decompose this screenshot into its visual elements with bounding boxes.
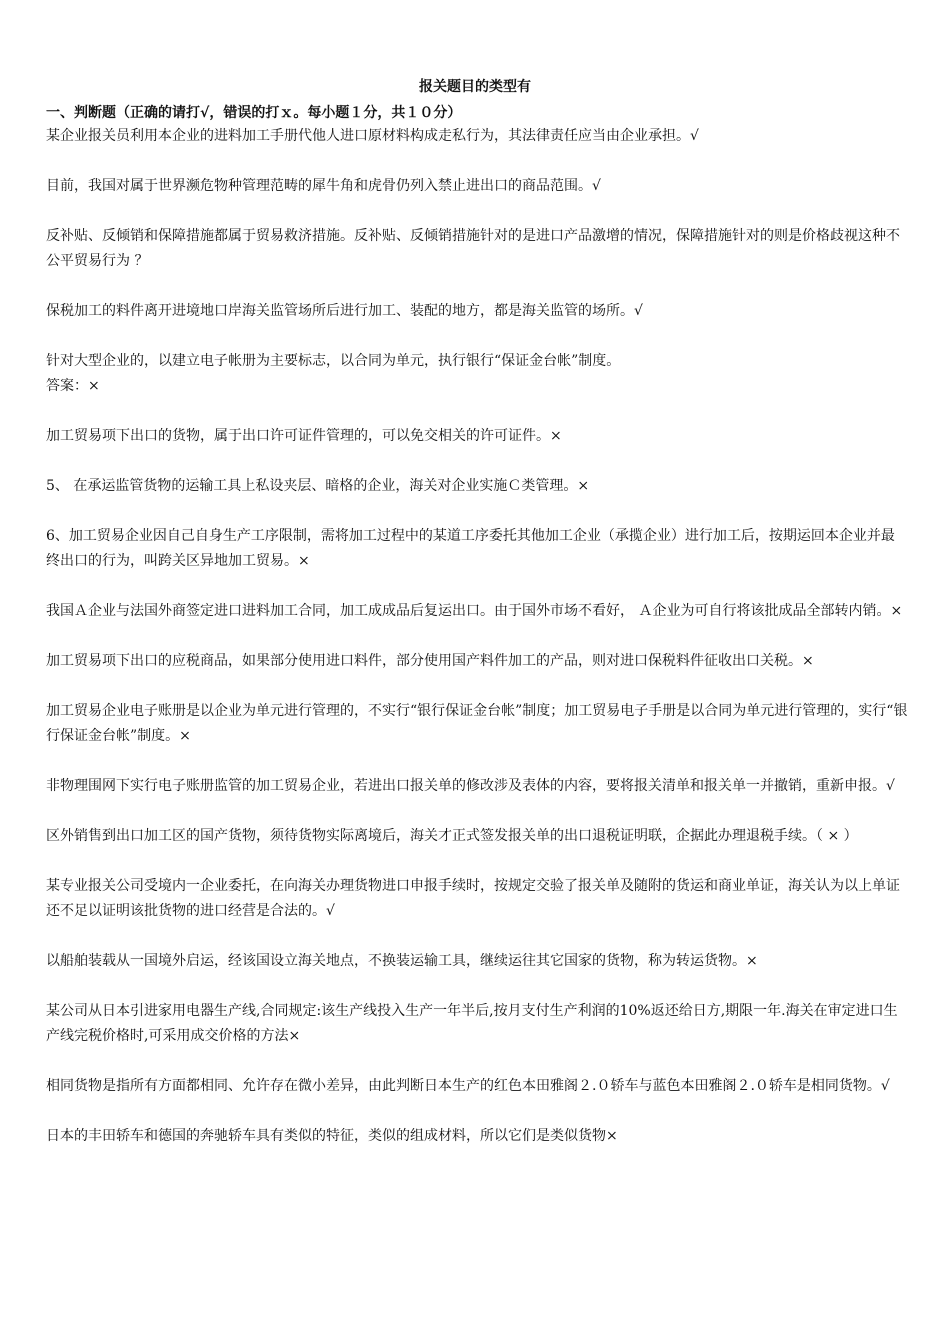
question-item (46, 1124, 908, 1149)
question-item (46, 349, 908, 399)
question-item (46, 174, 908, 199)
question-text: 6、加工贸易企业因自己自身生产工序限制，需将加工过程中的某道工序委托其他加工企业（承揽企业）进行加工后，按期运回本企业并最终出口的行为，叫跨关区异地加工贸易。× (46, 528, 895, 569)
question-item (46, 699, 908, 749)
question-item (46, 224, 908, 274)
question-text: 加工贸易企业电子账册是以企业为单元进行管理的，不实行“银行保证金台帐”制度；加工贸易电子手册是以合同为单元进行管理的，实行“银行保证金台帐”制度。× (46, 703, 908, 744)
section-heading: 一、判断题（正确的请打√，错误的打ｘ。每小题１分，共１０分） (46, 105, 462, 121)
question-text: 相同货物是指所有方面都相同、允许存在微小差异，由此判断日本生产的红色本田雅阁２.０轿车与蓝色本田雅阁２.０轿车是相同货物。√ (46, 1078, 890, 1094)
question-text: 针对大型企业的，以建立电子帐册为主要标志，以合同为单元，执行银行“保证金台帐”制度。 (46, 353, 621, 369)
question-item (46, 599, 908, 624)
question-text: 反补贴、反倾销和保障措施都属于贸易救济措施。反补贴、反倾销措施针对的是进口产品激增的情况，保障措施针对的则是价格歧视这种不公平贸易行为 ？ (46, 228, 900, 269)
question-item (46, 474, 908, 499)
question-list (46, 124, 908, 1174)
question-text: 我国Ａ企业与法国外商签定进口进料加工合同，加工成成品后复运出口。由于国外市场不看好， Ａ企业为可自行将该批成品全部转内销。× (46, 603, 903, 619)
answer-text: 答案：× (46, 378, 100, 394)
question-item (46, 1074, 908, 1099)
question-text: 某公司从日本引进家用电器生产线,合同规定:该生产线投入生产一年半后,按月支付生产利润的10%返还给日方,期限一年.海关在审定进口生产线完税价格时,可采用成交价格的方法× (46, 1003, 898, 1044)
question-text: 日本的丰田轿车和德国的奔驰轿车具有类似的特征，类似的组成材料，所以它们是类似货物× (46, 1128, 618, 1144)
question-item (46, 524, 908, 574)
question-text: 非物理围网下实行电子账册监管的加工贸易企业，若进出口报关单的修改涉及表体的内容，要将报关清单和报关单一并撤销，重新申报。√ (46, 778, 895, 794)
question-text: 5、 在承运监管货物的运输工具上私设夹层、暗格的企业，海关对企业实施Ｃ类管理。× (46, 478, 590, 494)
question-item (46, 949, 908, 974)
question-text: 某企业报关员利用本企业的进料加工手册代他人进口原材料构成走私行为，其法律责任应当由企业承担。√ (46, 128, 699, 144)
document-title: 报关题目的类型有 (419, 79, 531, 95)
question-text: 目前，我国对属于世界濒危物种管理范畴的犀牛角和虎骨仍列入禁止进出口的商品范围。√ (46, 178, 601, 194)
question-text: 加工贸易项下出口的应税商品，如果部分使用进口料件，部分使用国产料件加工的产品，则对进口保税料件征收出口关税。× (46, 653, 814, 669)
question-item (46, 999, 908, 1049)
question-item (46, 124, 908, 149)
question-text: 某专业报关公司受境内一企业委托，在向海关办理货物进口申报手续时，按规定交验了报关单及随附的货运和商业单证，海关认为以上单证还不足以证明该批货物的进口经营是合法的。√ (46, 878, 900, 919)
question-text: 保税加工的料件离开进境地口岸海关监管场所后进行加工、装配的地方，都是海关监管的场所。√ (46, 303, 643, 319)
question-text: 以船舶装载从一国境外启运，经该国设立海关地点，不换装运输工具，继续运往其它国家的货物，称为转运货物。× (46, 953, 758, 969)
question-item (46, 874, 908, 924)
question-text: 加工贸易项下出口的货物，属于出口许可证件管理的，可以免交相关的许可证件。× (46, 428, 562, 444)
question-item (46, 774, 908, 799)
question-item (46, 824, 908, 849)
question-item (46, 649, 908, 674)
question-item (46, 424, 908, 449)
question-item (46, 299, 908, 324)
question-text: 区外销售到出口加工区的国产货物，须待货物实际离境后，海关才正式签发报关单的出口退税证明联，企据此办理退税手续。（ × ） (46, 828, 858, 844)
